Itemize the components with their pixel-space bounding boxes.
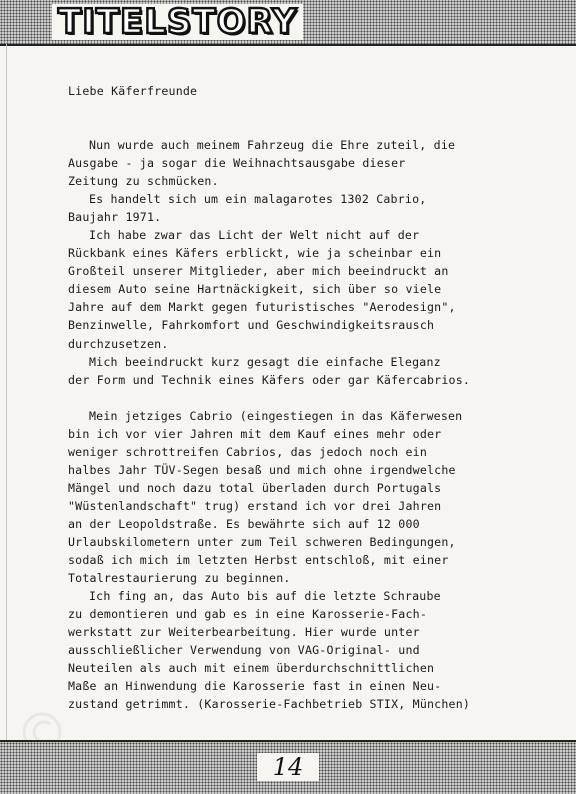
text-line	[68, 389, 468, 407]
text-line: Urlaubskilometern unter zum Teil schweren Bedingungen,	[68, 535, 456, 550]
text-line: diesem Auto seine Hartnäckigkeit, sich über so viele	[68, 282, 442, 297]
text-line: Mein jetziges Cabrio (eingestiegen in das Käferwesen	[89, 408, 463, 423]
greeting: Liebe Käferfreunde	[68, 84, 198, 98]
text-line: Neuteilen als auch mit einem überdurchschnittlichen	[68, 661, 435, 676]
text-line: ausschließlicher Verwendung von VAG-Original- und	[68, 643, 420, 658]
text-line: werkstatt zur Weiterbearbeitung. Hier wurde unter	[68, 625, 420, 640]
text-line: zu demontieren und gab es in eine Karosserie-Fach-	[68, 607, 428, 622]
text-line: Baujahr 1971.	[68, 210, 162, 225]
text-line: Rückbank eines Käfers erblickt, wie ja scheinbar ein	[68, 246, 442, 261]
text-line: halbes Jahr TÜV-Segen besaß und mich ohne irgendwelche	[68, 462, 456, 477]
margin-rule	[6, 44, 7, 740]
text-line: weniger schrottreifen Cabrios, das jedoch noch ein	[68, 444, 428, 459]
text-line: bin ich vor vier Jahren mit dem Kauf eines mehr oder	[68, 426, 442, 441]
text-line: "Wüstenlandschaft" trug) erstand ich vor drei Jahren	[68, 498, 442, 513]
article-body	[68, 82, 471, 714]
text-line: der Form und Technik eines Käfers oder gar Käfercabrios.	[68, 372, 471, 387]
text-line: Jahre auf dem Markt gegen futuristisches "Aerodesign",	[68, 300, 456, 315]
article-lines	[68, 136, 471, 714]
text-line: Totalrestaurierung zu beginnen.	[68, 571, 291, 586]
text-line: Nun wurde auch meinem Fahrzeug die Ehre zuteil, die	[89, 138, 456, 152]
page-title: TITELSTORY	[58, 2, 298, 42]
title-box	[52, 4, 303, 40]
page-number	[0, 753, 576, 781]
text-line: Ausgabe - ja sogar die Weihnachtsausgabe dieser	[68, 156, 406, 171]
text-line: Zeitung zu schmücken.	[68, 174, 219, 189]
text-line: Großteil unserer Mitglieder, aber mich beeindruckt an	[68, 264, 449, 279]
text-line: an der Leopoldstraße. Es bewährte sich auf 12 000	[68, 516, 420, 531]
text-line: Benzinwelle, Fahrkomfort und Geschwindigkeitsrausch	[68, 318, 435, 333]
text-line: Mich beeindruckt kurz gesagt die einfache Eleganz	[89, 354, 441, 369]
text-line: Ich habe zwar das Licht der Welt nicht auf der	[89, 228, 420, 243]
text-line: durchzusetzen.	[68, 336, 169, 351]
text-line: Maße an Hinwendung die Karosserie fast in einen Neu-	[68, 679, 442, 694]
page-number-text: 14	[257, 753, 320, 781]
text-line: Ich fing an, das Auto bis auf die letzte Schraube	[89, 589, 441, 604]
text-line: Mängel und noch dazu total überladen durch Portugals	[68, 480, 442, 495]
text-line: sodaß ich mich im letzten Herbst entschloß, mit einer	[68, 553, 449, 568]
text-line: zustand getrimmt. (Karosserie-Fachbetrieb STIX, München)	[68, 697, 471, 712]
header-band	[0, 0, 576, 46]
text-line: Es handelt sich um ein malagarotes 1302 Cabrio,	[89, 192, 427, 207]
